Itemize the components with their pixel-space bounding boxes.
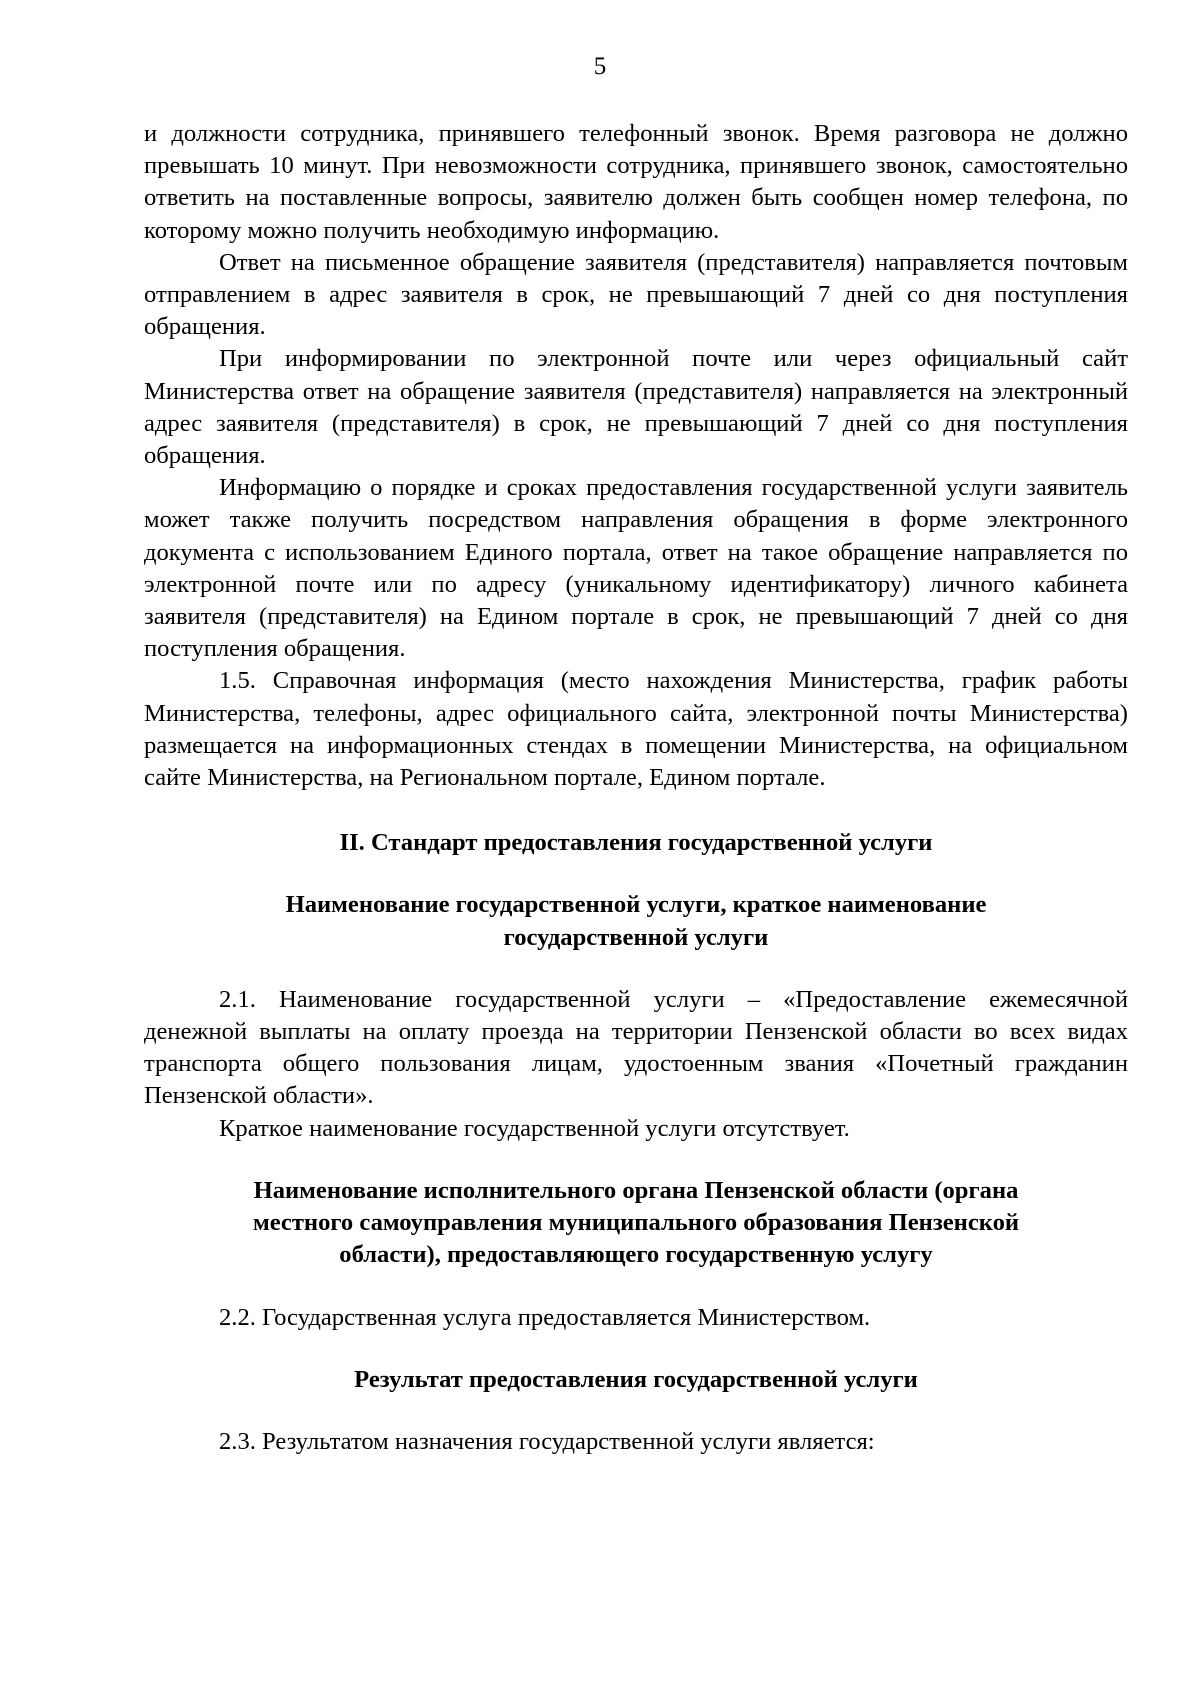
heading-line: Наименование исполнительного органа Пензенской области (органа (253, 1176, 1019, 1204)
paragraph-2-2-provider: 2.2. Государственная услуга предоставляется Министерством. (219, 1303, 871, 1331)
heading-line: Наименование государственной услуги, краткое наименование (285, 891, 987, 919)
paragraph-written-request: Ответ на письменное обращение заявителя (представителя) направляется почтовым отправлением в адрес заявителя в срок, не превышающий 7 дней со дня поступления обращения. (144, 248, 1128, 341)
document-body (144, 118, 1128, 1458)
heading-service-result: Результат предоставления государственной услуги (354, 1365, 918, 1393)
page-number: 5 (593, 53, 607, 80)
paragraph-1-5-reference-info: 1.5. Справочная информация (место нахождения Министерства, график работы Министерства, телефоны, адрес официального сайта, электронной почты Министерства) размещается на информационных стендах в помещении Министерства, на официальном сайте Министерства, на Региональном портале, Едином портале. (144, 667, 1128, 792)
paragraph-unified-portal: Информацию о порядке и сроках предоставления государственной услуги заявитель может также получить посредством направления обращения в форме электронного документа с использованием Единого портала, ответ на такое обращение направляется по электронной почте или по адресу (уникальному идентификатору) личного кабинета заявителя (представителя) на Едином портале в срок, не превышающий 7 дней со дня поступления обращения. (144, 474, 1128, 663)
heading-line: государственной услуги (503, 923, 769, 951)
paragraph-2-1-service-name: 2.1. Наименование государственной услуги – «Предоставление ежемесячной денежной выплаты на оплату проезда на территории Пензенской области во всех видах транспорта общего пользования лицам, удостоенным звания «Почетный гражданин Пензенской области». (144, 985, 1128, 1110)
paragraph-2-3-result: 2.3. Результатом назначения государственной услуги является: (219, 1427, 875, 1455)
paragraph-short-name: Краткое наименование государственной услуги отсутствует. (219, 1114, 850, 1142)
heading-line: области), предоставляющего государственную услугу (339, 1241, 933, 1269)
paragraph-email-request: При информировании по электронной почте или через официальный сайт Министерства ответ на обращение заявителя (представителя) направляется на электронный адрес заявителя (представителя) в срок, не превышающий 7 дней со дня поступления обращения. (144, 345, 1128, 470)
heading-executive-body (144, 1175, 1128, 1272)
paragraph-phone-call: и должности сотрудника, принявшего телефонный звонок. Время разговора не должно превышать 10 минут. При невозможности сотрудника, принявшего звонок, самостоятельно ответить на поставленные вопросы, заявителю должен быть сообщен номер телефона, по которому можно получить необходимую информацию. (144, 120, 1128, 244)
heading-line: местного самоуправления муниципального образования Пензенской (252, 1209, 1020, 1237)
section-heading-standard: II. Стандарт предоставления государственной услуги (339, 829, 933, 857)
heading-service-name (144, 889, 1128, 953)
